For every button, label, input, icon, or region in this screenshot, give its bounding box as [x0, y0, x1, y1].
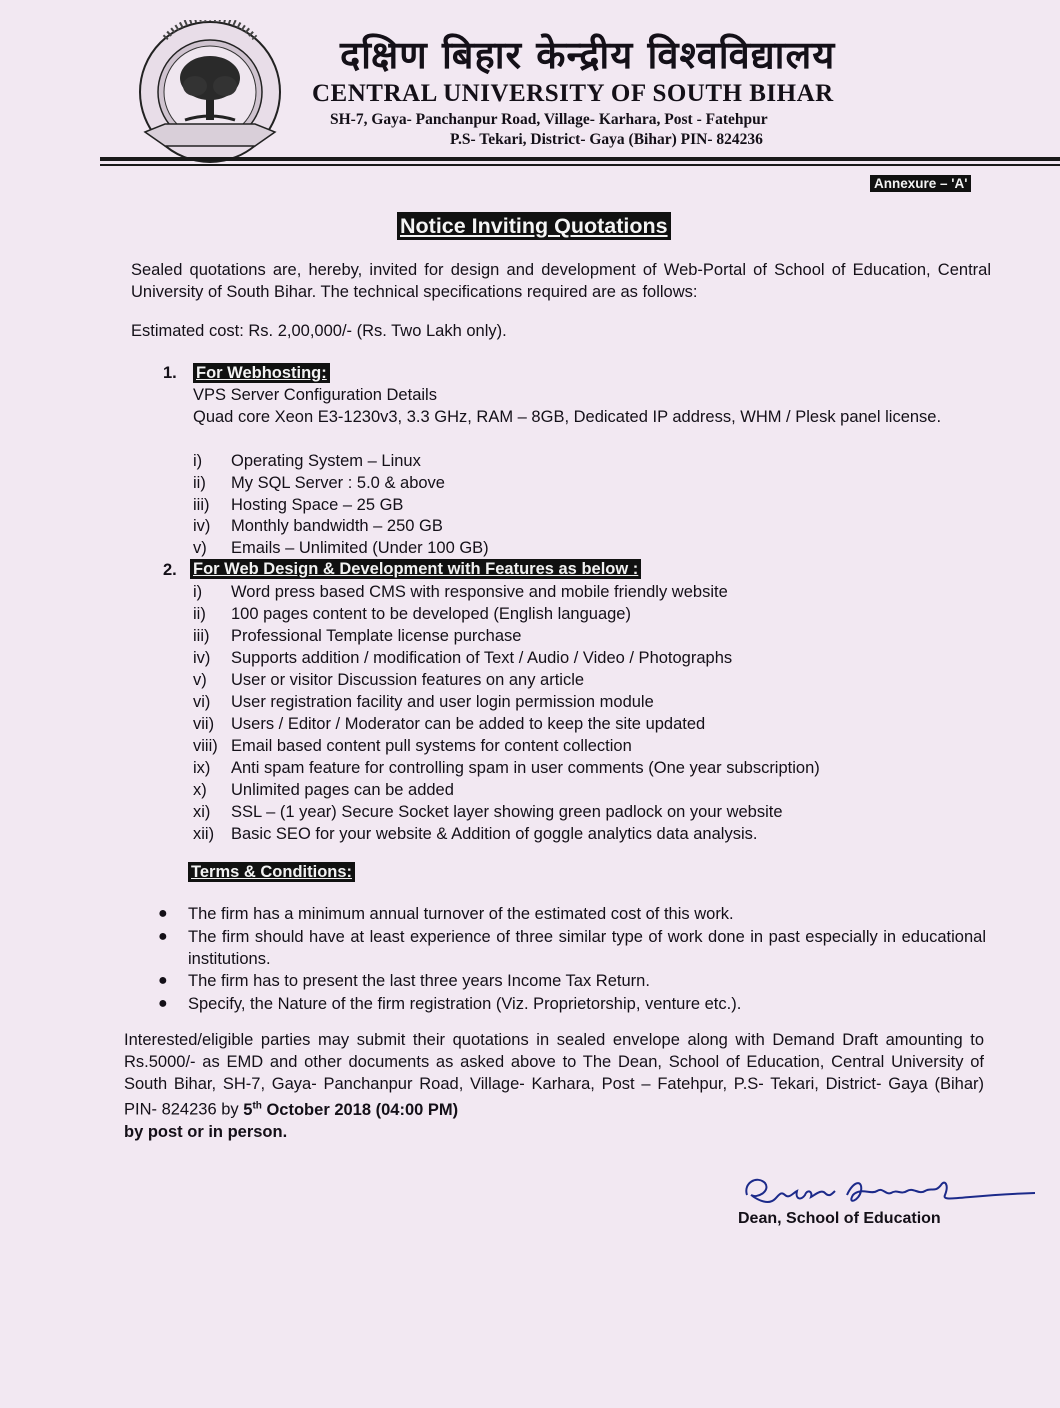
- list-item: ii) My SQL Server : 5.0 & above: [193, 474, 445, 492]
- closing-paragraph: Interested/eligible parties may submit their quotations in sealed envelope along with Demand Draft amounting to Rs.5000/- as EMD and other documents as asked above to The Dean, School of Education, Central University of South Bihar, SH-7, Gaya- Panchanpur Road, Village- Karhara, Post – Fatehpur, P.S- Tekari, District- Gaya (Bihar) PIN- 824236 by 5th October 2018 (04:00 PM) by post or in person.: [124, 1031, 984, 1141]
- address-line-2: P.S- Tekari, District- Gaya (Bihar) PIN- 824236: [450, 131, 763, 148]
- list-item: iv) Monthly bandwidth – 250 GB: [193, 517, 443, 535]
- university-name-english: CENTRAL UNIVERSITY OF SOUTH BIHAR: [312, 80, 834, 107]
- section-2-number: 2.: [163, 561, 177, 579]
- list-item: i) Word press based CMS with responsive and mobile friendly website: [193, 583, 728, 601]
- estimated-cost: Estimated cost: Rs. 2,00,000/- (Rs. Two Lakh only).: [131, 322, 507, 340]
- vps-config-detail: Quad core Xeon E3-1230v3, 3.3 GHz, RAM – 8GB, Dedicated IP address, WHM / Plesk panel license.: [193, 408, 942, 426]
- list-item: vii) Users / Editor / Moderator can be added to keep the site updated: [193, 715, 706, 733]
- notice-title: Notice Inviting Quotations: [397, 212, 671, 240]
- terms-heading: Terms & Conditions:: [188, 862, 355, 882]
- bullet-icon: ●: [158, 928, 168, 945]
- university-name-hindi: दक्षिण बिहार केन्द्रीय विश्वविद्यालय: [340, 33, 836, 77]
- list-item: ix) Anti spam feature for controlling spam in user comments (One year subscription): [193, 759, 820, 777]
- section-2-heading: For Web Design & Development with Features as below :: [190, 559, 641, 579]
- list-item: xi) SSL – (1 year) Secure Socket layer showing green padlock on your website: [193, 803, 783, 821]
- header-divider-thick: [100, 157, 1060, 161]
- list-item: v) Emails – Unlimited (Under 100 GB): [193, 539, 489, 557]
- list-item: vi) User registration facility and user login permission module: [193, 693, 654, 711]
- list-item: xii) Basic SEO for your website & Addition of goggle analytics data analysis.: [193, 825, 758, 843]
- annexure-label: Annexure – 'A': [870, 175, 971, 192]
- notice-page: दक्षिण बिहार केन्द्रीय विश्वविद्यालय CENTRAL UNIVERSITY OF SOUTH BIHAR SH-7, Gaya- Panchanpur Road, Village- Karhara, Post - Fatehpur P.S- Tekari, District- Gaya (Bihar) PIN- 824236 Annexure – 'A' Notice Inviting Quotations Sealed quotations are, hereby, invited for design and development of Web-Portal of School of Education, Central University of South Bihar. The technical specifications required are as follows: Estimated cost: Rs. 2,00,000/- (Rs. Two Lakh only). 1. For Webhosting: VPS Server Configuration Details Quad core Xeon E3-1230v3, 3.3 GHz, RAM – 8GB, Dedicated IP address, WHM / Plesk panel license. i) Operating System – Linux ii) My SQL Server : 5.0 & above iii) Hosting Space – 25 GB iv) Monthly bandwidth – 250 GB v) Emails – Unlimited (Under 100 GB) 2. For Web Design & Development with Features as below : i) Word press based CMS with responsive and mobile friendly website ii) 100 pages content to be developed (English language) iii) Professional Template license purchase iv) Supports addition / modification of Text / Audio / Video / Photographs v) User or visitor Discussion features on any article vi) User registration facility and user login permission module vii) Users / Editor / Moderator can be added to keep the site updated viii) Email based content pull systems for content collection ix) Anti spam feature for controlling spam in user comments (One year subscription) x) Unlimited pages can be added xi) SSL – (1 year) Secure Socket layer showing green padlock on your website xii) Basic SEO for your website & Addition of goggle analytics data analysis. Terms & Conditions: ● The firm has a minimum annual turnover of the estimated cost of this work. ● The firm should have at least experience of three similar type of work done in past especially in educational institutions. ● The firm has to present the last three years Income Tax Return. ● Specify, the Nature of the firm registration (Viz. Proprietorship, venture etc.). Interested/eligible parties may submit their quotations in sealed envelope along with Demand Draft amounting to Rs.5000/- as EMD and other documents as asked above to The Dean, School of Education, Central University of South Bihar, SH-7, Gaya- Panchanpur Road, Village- Karhara, Post – Fatehpur, P.S- Tekari, District- Gaya (Bihar) PIN- 824236 by 5th October 2018 (04:00 PM) by post or in person. Dean, School of Education: [0, 0, 1060, 1408]
- university-seal-logo: [135, 20, 285, 165]
- bullet-icon: ●: [158, 995, 168, 1012]
- bullet-icon: ●: [158, 972, 168, 989]
- intro-paragraph: Sealed quotations are, hereby, invited for design and development of Web-Portal of School of Education, Central University of South Bihar. The technical specifications required are as follows:: [131, 261, 991, 301]
- list-item: viii) Email based content pull systems for content collection: [193, 737, 632, 755]
- vps-config-title: VPS Server Configuration Details: [193, 386, 437, 404]
- address-line-1: SH-7, Gaya- Panchanpur Road, Village- Karhara, Post - Fatehpur: [330, 111, 768, 128]
- list-item: i) Operating System – Linux: [193, 452, 421, 470]
- header-divider-thin: [100, 164, 1060, 166]
- list-item: ii) 100 pages content to be developed (English language): [193, 605, 631, 623]
- section-1-number: 1.: [163, 364, 177, 382]
- list-item: x) Unlimited pages can be added: [193, 781, 454, 799]
- signatory-designation: Dean, School of Education: [738, 1210, 941, 1227]
- list-item: v) User or visitor Discussion features on any article: [193, 671, 585, 689]
- section-1-heading: For Webhosting:: [193, 363, 330, 383]
- list-item: iii) Professional Template license purchase: [193, 627, 522, 645]
- list-item: iii) Hosting Space – 25 GB: [193, 496, 404, 514]
- list-item: iv) Supports addition / modification of Text / Audio / Video / Photographs: [193, 649, 733, 667]
- bullet-icon: ●: [158, 905, 168, 922]
